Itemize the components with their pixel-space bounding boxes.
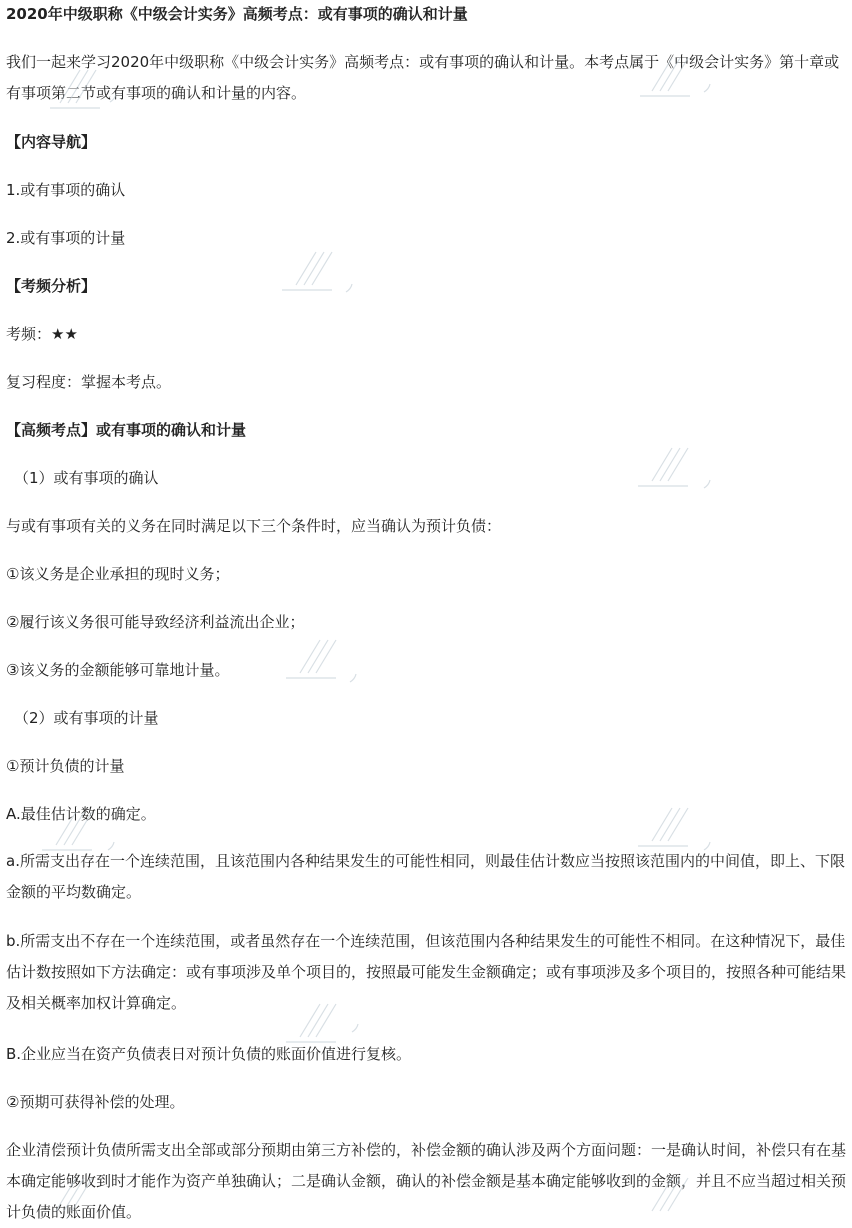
article-title: 2020年中级职称《中级会计实务》高频考点：或有事项的确认和计量 [6, 5, 468, 23]
point-a-b: b.所需支出不存在一个连续范围，或者虽然存在一个连续范围，但该范围内各种结果发生的可能性不相同。在这种情况下，最佳估计数按照如下方法确定：或有事项涉及单个项目的，按照最可能发生金额确定；或有事项涉及多个项目的，按照各种可能结果及相关概率加权计算确定。 [6, 932, 847, 1012]
point-b: B.企业应当在资产负债表日对预计负债的账面价值进行复核。 [6, 1045, 412, 1063]
analysis-heading: 【考频分析】 [6, 277, 97, 295]
nav-item-measurement: 2.或有事项的计量 [6, 229, 126, 247]
nav-heading: 【内容导航】 [6, 133, 97, 151]
point-a: A.最佳估计数的确定。 [6, 805, 156, 823]
intro-paragraph: 我们一起来学习2020年中级职称《中级会计实务》高频考点：或有事项的确认和计量。本考点属于《中级会计实务》第十章或有事项第二节或有事项的确认和计量的内容。 [6, 53, 840, 102]
subsection-measurement: （2）或有事项的计量 [14, 709, 159, 727]
measurement-item-1: ①预计负债的计量 [6, 757, 125, 775]
measurement-item-2: ②预期可获得补偿的处理。 [6, 1093, 185, 1111]
nav-item-recognition: 1.或有事项的确认 [6, 181, 126, 199]
review-level-text: 复习程度：掌握本考点。 [6, 373, 172, 391]
point-a-a: a.所需支出存在一个连续范围，且该范围内各种结果发生的可能性相同，则最佳估计数应当按照该范围内的中间值，即上、下限金额的平均数确定。 [6, 852, 845, 901]
compensation-paragraph: 企业清偿预计负债所需支出全部或部分预期由第三方补偿的，补偿金额的确认涉及两个方面问题：一是确认时间，补偿只有在基本确定能够收到时才能作为资产单独确认；二是确认金额，确认的补偿金额是基本确定能够收到的金额，并且不应当超过相关预计负债的账面价值。 [6, 1141, 847, 1221]
condition-2: ②履行该义务很可能导致经济利益流出企业； [6, 613, 305, 631]
condition-3: ③该义务的金额能够可靠地计量。 [6, 661, 230, 679]
recognition-intro: 与或有事项有关的义务在同时满足以下三个条件时，应当确认为预计负债： [6, 517, 502, 535]
condition-1: ①该义务是企业承担的现时义务； [6, 565, 230, 583]
frequency-text: 考频：★★ [6, 325, 78, 343]
subsection-recognition: （1）或有事项的确认 [14, 469, 159, 487]
key-point-heading: 【高频考点】或有事项的确认和计量 [6, 421, 247, 439]
